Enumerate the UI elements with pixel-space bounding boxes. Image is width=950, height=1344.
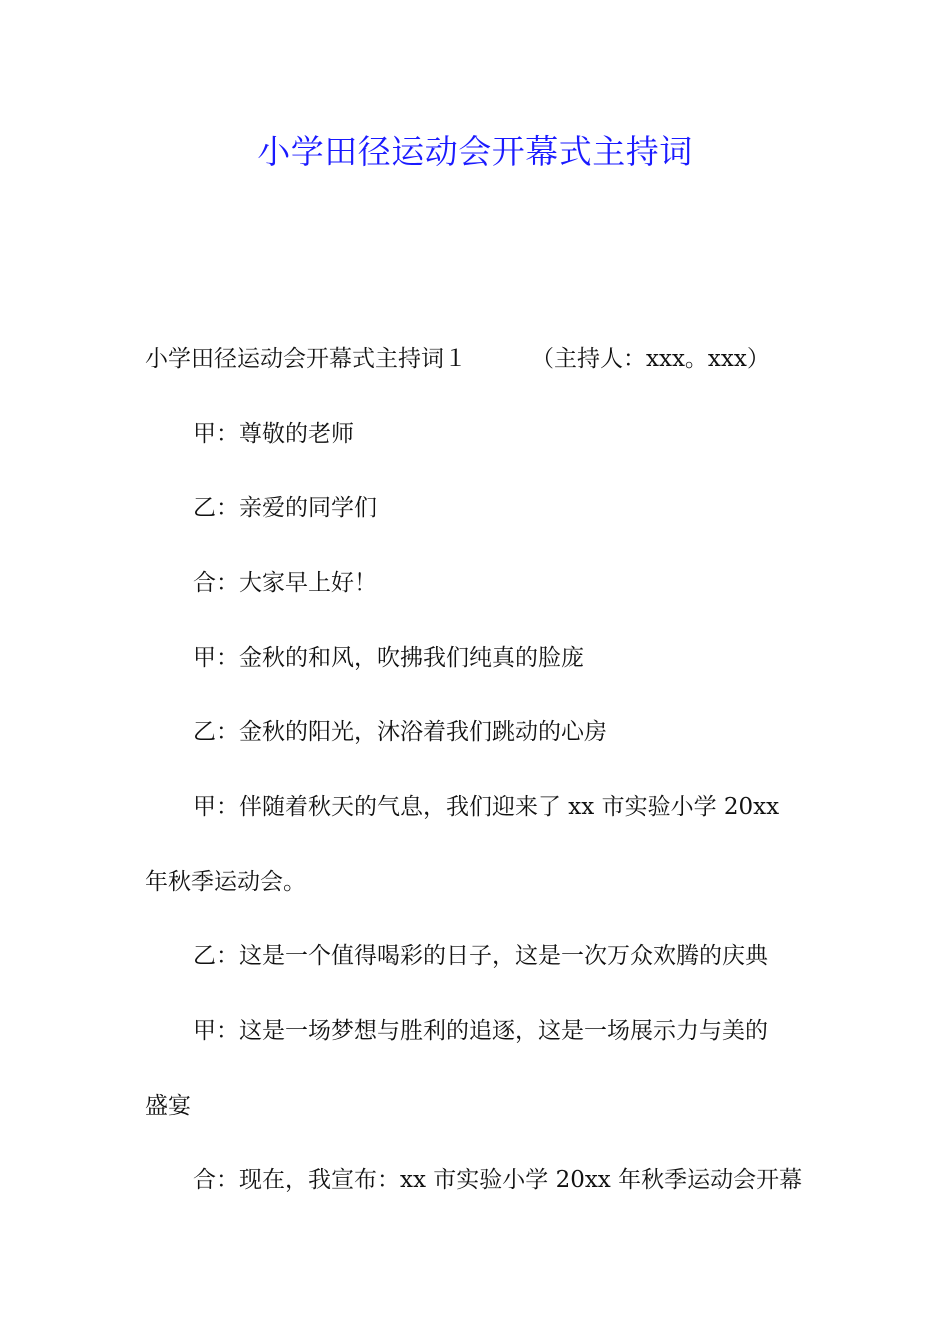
script-line-continuation: 盛宴 [145,1093,191,1119]
script-line: 合：大家早上好！ [193,570,377,596]
heading-line [145,339,825,379]
heading-line-text: 小学田径运动会开幕式主持词１ [145,346,467,372]
script-line: 甲：这是一场梦想与胜利的追逐，这是一场展示力与美的 [193,1018,768,1044]
script-line-continuation: 年秋季运动会。 [145,869,306,895]
script-line: 甲：尊敬的老师 [193,421,354,447]
script-line: 乙：亲爱的同学们 [193,495,377,521]
document-title: 小学田径运动会开幕式主持词 [257,132,693,171]
script-line: 乙：金秋的阳光，沐浴着我们跳动的心房 [193,719,607,745]
script-line: 甲：伴随着秋天的气息，我们迎来了 xx 市实验小学 20xx [193,794,780,820]
hosts-note: （主持人：xxx。xxx） [531,346,770,372]
script-line: 合：现在，我宣布：xx 市实验小学 20xx 年秋季运动会开幕 [193,1167,803,1193]
script-line: 乙：这是一个值得喝彩的日子，这是一次万众欢腾的庆典 [193,943,768,969]
script-line: 甲：金秋的和风，吹拂我们纯真的脸庞 [193,645,584,671]
